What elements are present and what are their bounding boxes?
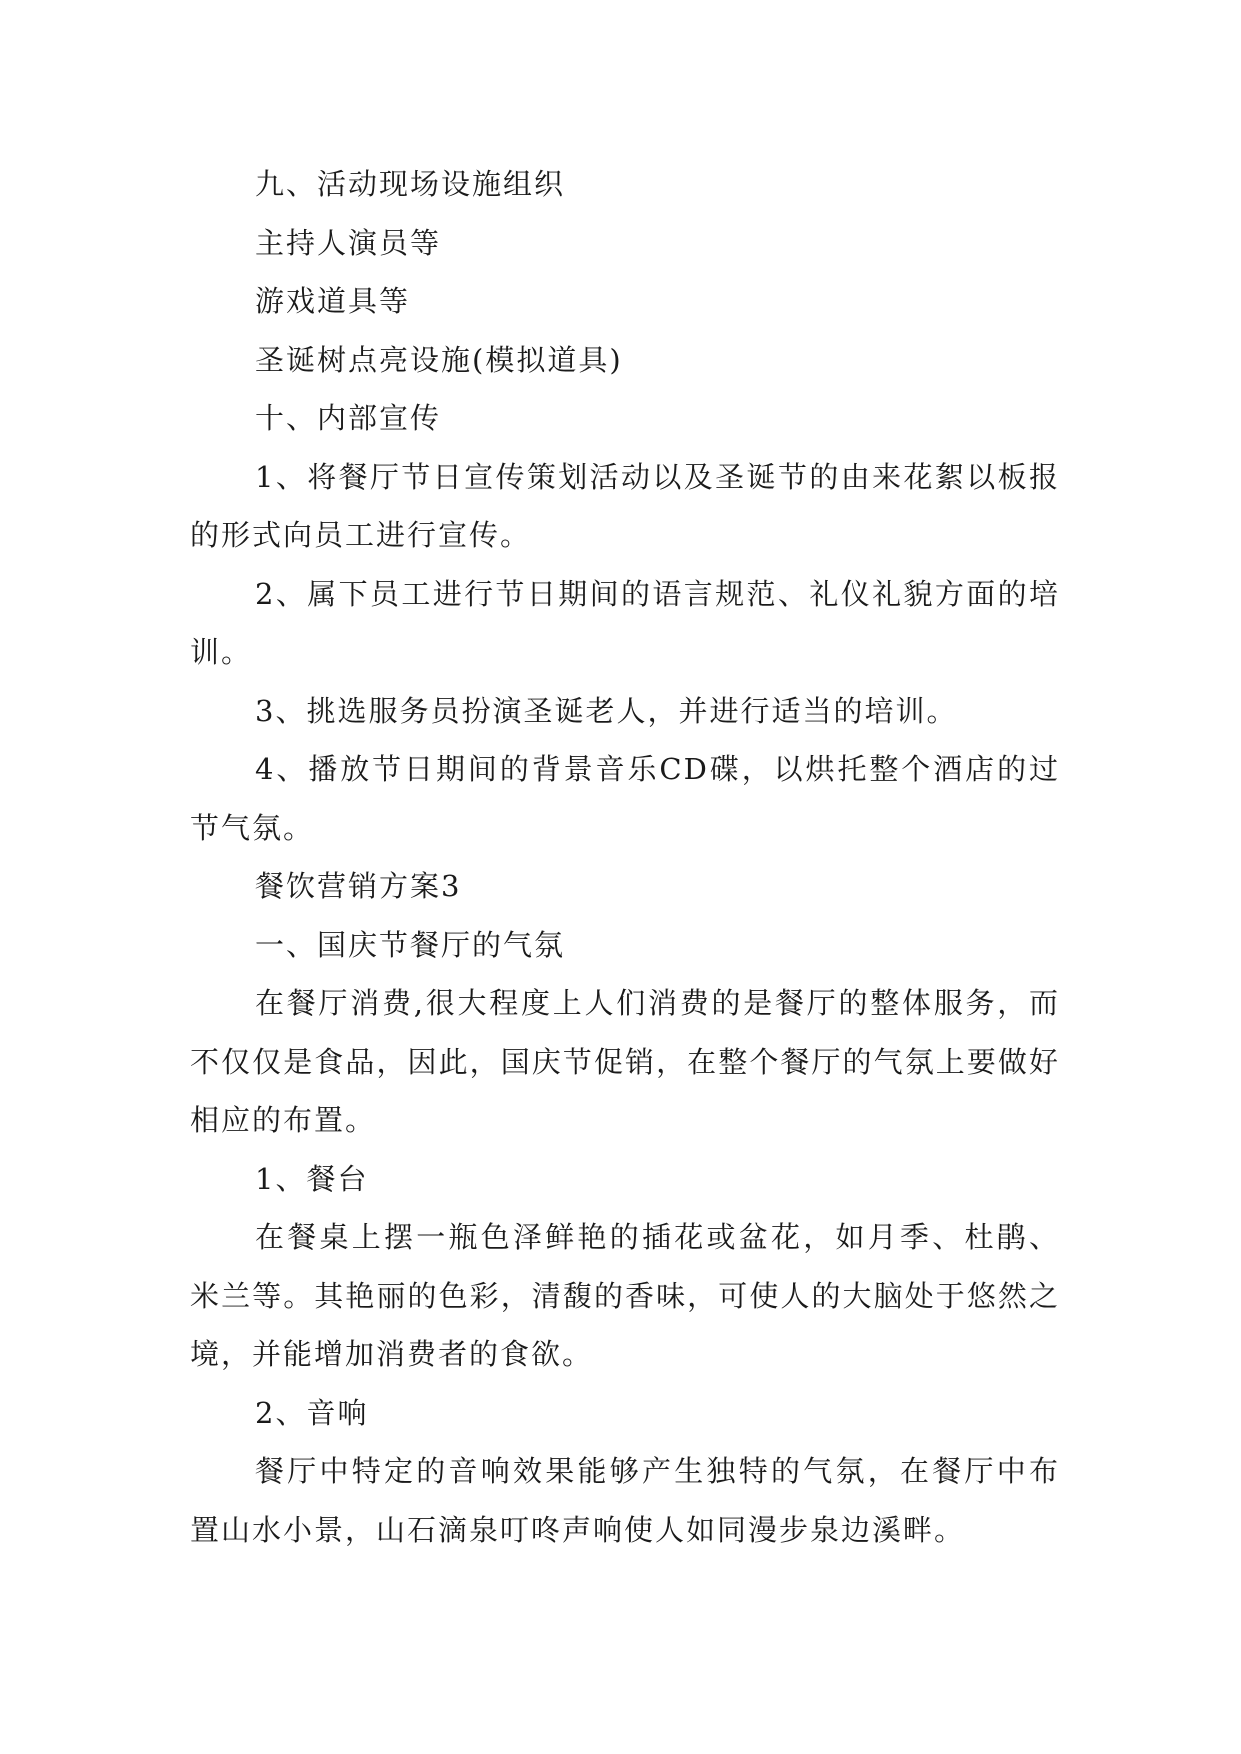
list-item-game-props: 游戏道具等	[255, 284, 411, 318]
paragraph-promotion-2: 2、属下员工进行节日期间的语言规范、礼仪礼貌方面的培训。	[190, 576, 1060, 669]
paragraph-sound: 餐厅中特定的音响效果能够产生独特的气氛，在餐厅中布置山水小景，山石滴泉叮咚声响使人如同漫步泉边溪畔。	[190, 1454, 1060, 1547]
section-heading-facilities: 九、活动现场设施组织	[255, 167, 566, 201]
paragraph-table: 在餐桌上摆一瓶色泽鲜艳的插花或盆花，如月季、杜鹃、米兰等。其艳丽的色彩，清馥的香味，可使人的大脑处于悠然之境，并能增加消费者的食欲。	[190, 1220, 1060, 1371]
paragraph-promotion-1: 1、将餐厅节日宣传策划活动以及圣诞节的由来花絮以板报的形式向员工进行宣传。	[190, 459, 1060, 552]
section-heading-atmosphere: 一、国庆节餐厅的气氛	[255, 927, 566, 962]
document-body	[190, 155, 1060, 1559]
paragraph-promotion-4: 4、播放节日期间的背景音乐CD碟，以烘托整个酒店的过节气氛。	[190, 752, 1060, 845]
paragraph-atmosphere: 在餐厅消费,很大程度上人们消费的是餐厅的整体服务，而不仅仅是食品，因此，国庆节促销，在整个餐厅的气氛上要做好相应的布置。	[190, 986, 1060, 1137]
list-item-hosts: 主持人演员等	[255, 225, 442, 260]
subheading-sound: 2、音响	[255, 1395, 369, 1430]
subheading-table: 1、餐台	[255, 1161, 369, 1196]
paragraph-promotion-3: 3、挑选服务员扮演圣诞老人，并进行适当的培训。	[255, 693, 958, 728]
list-item-tree-lighting: 圣诞树点亮设施(模拟道具)	[255, 342, 623, 377]
section-heading-internal-promotion: 十、内部宣传	[255, 401, 442, 435]
plan-title: 餐饮营销方案3	[255, 869, 462, 903]
